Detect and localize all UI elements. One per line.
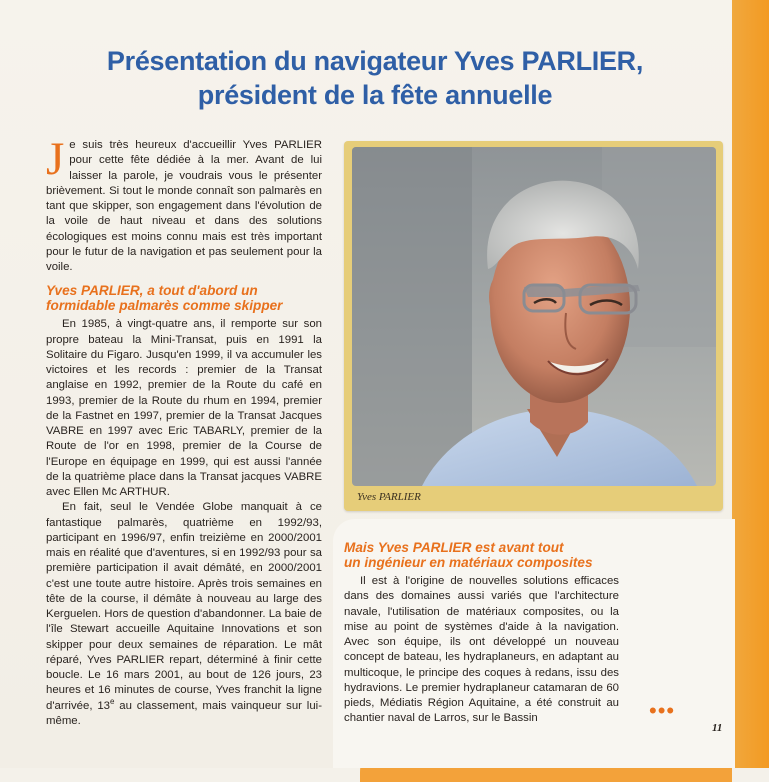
portrait-photo <box>352 147 716 486</box>
portrait-illustration <box>352 147 716 486</box>
page-number: 11 <box>712 722 723 734</box>
section1-paragraph-2-text: En fait, seul le Vendée Globe manquait à ce fantastique palmarès, quatrième en 1992/93, participant en 1996/97, enfin treizième en 2000/2001 mais en réalité que d'aventures, si en 1992/93 pour sa première participation il avait démâté, en 2000/2001 c'est une toute autre histoire. Après trois semaines en tête de la course, il démâte à nouveau au large des Kerguelen. Hors de question d'abandonner. La baie de l'île Stewart accueille Aquitaine Innovations et son skipper pour deux semaines de réparation. Le mât réparé, Yves PARLIER repart, déterminé à finir cette boucle. Le 16 mars 2001, au bout de 126 jours, 23 heures et 16 minutes de course, Yves franchit la ligne d'arrivée, 13 <box>46 501 322 712</box>
section2-paragraph-1: Il est à l'origine de nouvelles solutions efficaces dans des domaines aussi variés que l'architecture navale, l'utilisation de matériaux composites, ou la mise au point de systèmes d'aide à la navigation. Avec son équipe, ils ont développé un nouveau concept de bateau, les hydraplaneurs, en adaptant au multicoque, le principe des coques à redans, issu des hydravions. Le premier hydraplaneur catamaran de 60 pieds, Médiatis Région Aquitaine, a été construit au chantier naval de Larros, sur le Bassin <box>344 575 619 725</box>
section1-heading-line-1: Yves PARLIER, a tout d'abord un <box>46 283 258 299</box>
intro-paragraph <box>46 133 322 275</box>
section2-heading <box>344 540 619 570</box>
section1-heading <box>46 283 322 313</box>
section2-heading-line-2: un ingénieur en matériaux composites <box>344 555 593 570</box>
right-orange-band <box>732 0 769 768</box>
photo-caption: Yves PARLIER <box>357 491 421 503</box>
intro-text: e suis très heureux d'accueillir Yves PARLIER pour cette fête dédiée à la mer. Avant de lui laisser la parole, je voudrais vous le présenter brièvement. Si tout le monde connaît son palmarès en tant que skipper, son engagement dans l'évolution de la voile de haut niveau et dans des solutions écologiques est moins connu mais est très important pour le futur de la navigation et pas seulement pour la voile. <box>46 139 322 273</box>
title-line-1: Présentation du navigateur Yves PARLIER, <box>106 46 644 76</box>
section1-paragraph-1: En 1985, à vingt-quatre ans, il remporte sur son propre bateau la Mini-Transat, puis en 1991 la Solitaire du Figaro. Jusqu'en 1999, il va accumuler les victoires et les records : premier de la Transat anglaise en 1992, premier de la Route du café en 1993, premier de la Route du rhum en 1994, premier de la Fastnet en 1997, premier de la Transat Jacques VABRE en 1997 avec Eric TABARLY, premier de la Route de l'or en 1998, premier de la Course de l'Europe en équipage en 1999, qui est aussi l'année de la quatrième place dans la Transat jacques VABRE avec Ellen Mc ARTHUR. <box>46 318 322 498</box>
drop-cap: J <box>46 133 65 185</box>
section1-paragraph-2 <box>46 500 322 729</box>
title-line-2: président de la fête annuelle <box>197 80 553 110</box>
section1-heading-line-2: formidable palmarès comme skipper <box>46 298 283 314</box>
section2-heading-line-1: Mais Yves PARLIER est avant tout <box>344 540 564 555</box>
left-column <box>46 133 322 729</box>
photo-frame <box>344 141 723 511</box>
right-column <box>344 540 619 727</box>
section1-paragraph-2-end: au classement, mais vainqueur sur lui-même. <box>46 699 322 727</box>
ordinal-superscript: e <box>110 696 115 706</box>
page-title <box>20 44 730 112</box>
continuation-dots: ••• <box>649 698 676 723</box>
